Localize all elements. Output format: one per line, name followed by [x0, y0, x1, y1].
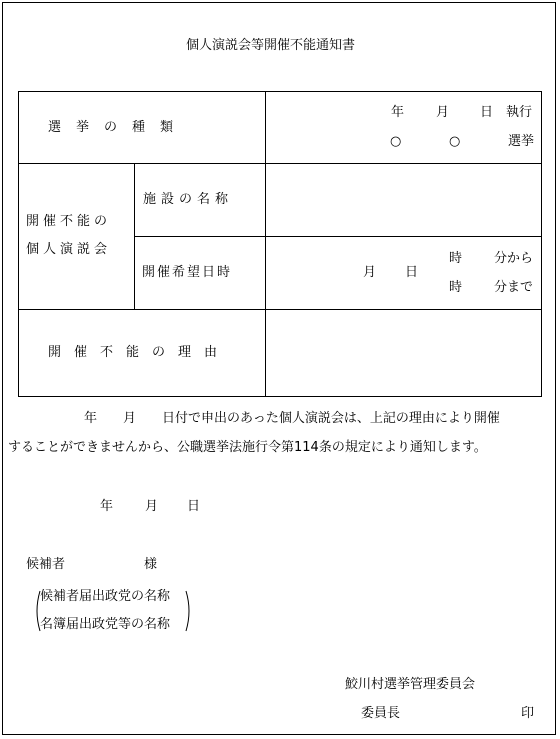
right-paren-bracket — [185, 590, 193, 632]
issuer-chair: 委員長 — [361, 706, 401, 721]
election-exec: 執行 — [506, 105, 533, 120]
notice-body-line-2: することができませんから、公職選挙法施行令第114条の規定により通知します。 — [8, 440, 487, 455]
desired-month: 月 — [363, 265, 377, 280]
desired-to-hour: 時 — [449, 280, 463, 295]
impossible-meeting-label-1: 開催不能の — [26, 214, 112, 229]
recipient-candidate: 候補者 — [26, 557, 66, 572]
desired-datetime-label: 開催希望日時 — [142, 265, 233, 280]
notice-year: 年 — [100, 499, 114, 514]
election-year: 年 — [391, 105, 405, 120]
facility-name-label: 施設の名称 — [143, 192, 234, 207]
seal-mark: 印 — [521, 706, 535, 721]
issuer-committee: 鮫川村選挙管理委員会 — [345, 677, 476, 692]
recipient-alt-2: 名簿届出政党等の名称 — [40, 617, 171, 632]
election-name-circle-1: ○ — [390, 134, 402, 149]
recipient-honorific: 様 — [144, 557, 158, 572]
election-day: 日 — [480, 105, 494, 120]
recipient-alt-1: 候補者届出政党の名称 — [40, 589, 171, 604]
notice-body-line-1: 年 月 日付で申出のあった個人演説会は、上記の理由により開催 — [84, 411, 500, 426]
document-title: 個人演説会等開催不能通知書 — [186, 38, 356, 53]
election-month: 月 — [436, 105, 450, 120]
desired-from-min: 分から — [494, 251, 534, 266]
impossible-meeting-label-2: 個人演説会 — [26, 242, 112, 257]
election-type-label: 選 挙 の 種 類 — [48, 120, 175, 135]
desired-from-hour: 時 — [449, 251, 463, 266]
desired-day: 日 — [405, 265, 419, 280]
desired-to-min: 分まで — [494, 280, 534, 295]
notice-day: 日 — [187, 499, 201, 514]
reason-label: 開 催 不 能 の 理 由 — [48, 345, 218, 360]
election-name-circle-2: ○ — [449, 134, 461, 149]
notice-month: 月 — [145, 499, 159, 514]
election-name-suffix: 選挙 — [508, 134, 535, 149]
